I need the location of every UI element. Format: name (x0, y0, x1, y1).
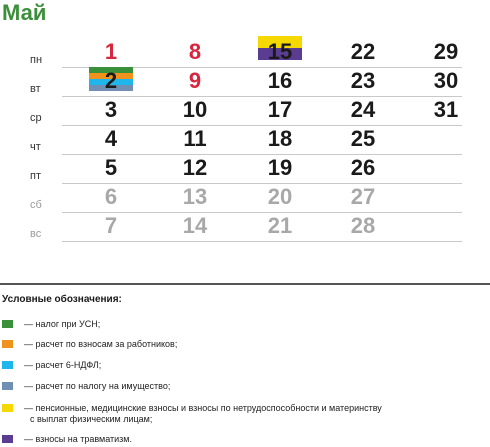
date-cell[interactable]: 26 (350, 155, 376, 180)
legend-item-text: — налог при УСН; (24, 319, 101, 329)
legend-item-text: с выплат физическим лицам; (30, 414, 153, 424)
date-cell[interactable]: 6 (104, 184, 118, 209)
date-cell[interactable]: 14 (182, 213, 208, 238)
date-cell[interactable]: 17 (267, 97, 293, 122)
date-cell[interactable]: 29 (433, 39, 459, 64)
date-cell[interactable]: 21 (267, 213, 293, 238)
date-cell[interactable]: 18 (267, 126, 293, 151)
row-divider (62, 125, 462, 126)
row-divider (62, 183, 462, 184)
date-cell[interactable]: 24 (350, 97, 376, 122)
legend-item-text: — пенсионные, медицинские взносы и взносы по нетрудоспособности и материнству (24, 403, 382, 413)
date-cell[interactable]: 2 (104, 68, 118, 93)
day-name-sat: сб (30, 199, 42, 211)
yellow-swatch-icon (2, 404, 13, 412)
date-cell[interactable]: 8 (188, 39, 202, 64)
date-cell[interactable]: 20 (267, 184, 293, 209)
day-name-thu: чт (30, 141, 41, 153)
date-cell[interactable]: 23 (350, 68, 376, 93)
legend-item-text: — расчет 6-НДФЛ; (24, 360, 102, 370)
day-name-fri: пт (30, 170, 41, 182)
legend-item-text: — расчет по взносам за работников; (24, 339, 178, 349)
date-cell[interactable]: 13 (182, 184, 208, 209)
legend-item-text: — взносы на травматизм. (24, 434, 132, 444)
steel-blue-swatch-icon (2, 382, 13, 390)
date-cell[interactable]: 11 (183, 126, 207, 151)
legend-item-text: — расчет по налогу на имущество; (24, 381, 171, 391)
green-swatch-icon (2, 320, 13, 328)
day-name-wed: ср (30, 112, 42, 124)
date-cell[interactable]: 30 (433, 68, 459, 93)
cyan-swatch-icon (2, 361, 13, 369)
date-cell[interactable]: 5 (104, 155, 118, 180)
date-cell[interactable]: 7 (104, 213, 118, 238)
date-cell[interactable]: 9 (188, 68, 202, 93)
row-divider (62, 241, 462, 242)
date-cell[interactable]: 16 (267, 68, 293, 93)
date-cell[interactable]: 12 (182, 155, 208, 180)
day-name-tue: вт (30, 83, 41, 95)
row-divider (62, 212, 462, 213)
date-cell[interactable]: 4 (104, 126, 118, 151)
orange-swatch-icon (2, 340, 13, 348)
month-title: Май (2, 0, 47, 25)
row-divider (62, 96, 462, 97)
day-name-sun: вс (30, 228, 42, 240)
day-name-mon: пн (30, 54, 43, 66)
date-cell[interactable]: 15 (267, 39, 293, 64)
date-cell[interactable]: 3 (104, 97, 118, 122)
date-cell[interactable]: 10 (182, 97, 208, 122)
calendar-grid (0, 40, 490, 250)
legend-title: Условные обозначения: (2, 294, 122, 305)
purple-swatch-icon (2, 435, 13, 443)
date-cell[interactable]: 28 (350, 213, 376, 238)
date-cell[interactable]: 31 (433, 97, 459, 122)
date-cell[interactable]: 27 (350, 184, 376, 209)
section-divider (0, 283, 490, 285)
row-divider (62, 154, 462, 155)
date-cell[interactable]: 22 (350, 39, 376, 64)
date-cell[interactable]: 25 (350, 126, 376, 151)
date-cell[interactable]: 19 (267, 155, 293, 180)
date-cell[interactable]: 1 (104, 39, 118, 64)
